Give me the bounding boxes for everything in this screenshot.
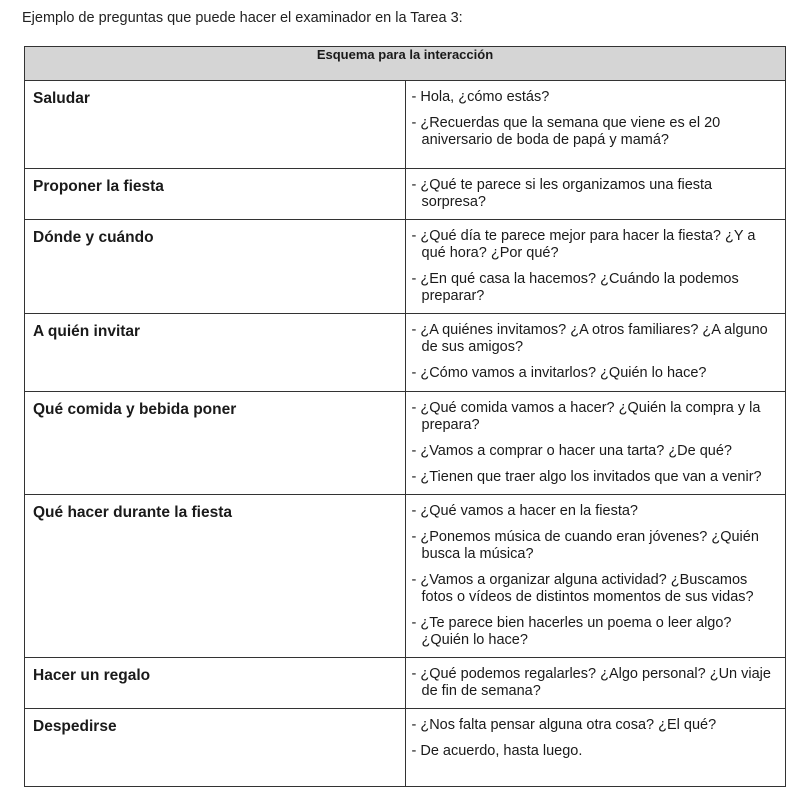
- question-item: - ¿Tienen que traer algo los invitados que van a venir?: [411, 469, 762, 485]
- question-item: - ¿Te parece bien hacerles un poema o leer algo? ¿Quién lo hace?: [411, 615, 732, 648]
- table-row-donde-cuando: [25, 220, 786, 314]
- topic-cell: Proponer la fiesta: [25, 169, 406, 220]
- question-item: - ¿Qué vamos a hacer en la fiesta?: [411, 503, 638, 519]
- table-row-a-quien-invitar: [25, 314, 786, 392]
- question-item: - Hola, ¿cómo estás?: [411, 89, 550, 105]
- question-item: - ¿Nos falta pensar alguna otra cosa? ¿El qué?: [411, 717, 717, 733]
- question-item: - De acuerdo, hasta luego.: [411, 743, 583, 759]
- topic-cell: Despedirse: [25, 709, 406, 787]
- topic-cell: Saludar: [25, 81, 406, 169]
- interaction-scheme-table: [24, 46, 786, 787]
- questions-cell: [405, 314, 786, 392]
- question-item: - ¿Qué día te parece mejor para hacer la fiesta? ¿Y a qué hora? ¿Por qué?: [411, 228, 756, 261]
- questions-cell: [405, 392, 786, 495]
- questions-cell: [405, 658, 786, 709]
- topic-cell: Qué comida y bebida poner: [25, 392, 406, 495]
- topic-cell: Dónde y cuándo: [25, 220, 406, 314]
- question-item: - ¿Vamos a organizar alguna actividad? ¿Buscamos fotos o vídeos de distintos momentos de sus vidas?: [411, 572, 754, 605]
- question-item: - ¿Qué te parece si les organizamos una fiesta sorpresa?: [411, 177, 713, 210]
- question-item: - ¿A quiénes invitamos? ¿A otros familiares? ¿A alguno de sus amigos?: [411, 322, 768, 355]
- questions-cell: [405, 709, 786, 787]
- table-row-saludar: [25, 81, 786, 169]
- questions-cell: [405, 81, 786, 169]
- topic-cell: Qué hacer durante la fiesta: [25, 495, 406, 658]
- table-row-comida-bebida: [25, 392, 786, 495]
- table-header: Esquema para la interacción: [25, 47, 786, 81]
- table-row-despedirse: [25, 709, 786, 787]
- question-item: - ¿Cómo vamos a invitarlos? ¿Quién lo hace?: [411, 365, 707, 381]
- questions-cell: [405, 169, 786, 220]
- question-item: - ¿Qué comida vamos a hacer? ¿Quién la compra y la prepara?: [411, 400, 761, 433]
- table-row-regalo: [25, 658, 786, 709]
- question-item: - ¿Ponemos música de cuando eran jóvenes? ¿Quién busca la música?: [411, 529, 759, 562]
- question-item: - ¿Qué podemos regalarles? ¿Algo personal? ¿Un viaje de fin de semana?: [411, 666, 771, 699]
- questions-cell: [405, 220, 786, 314]
- intro-text: Ejemplo de preguntas que puede hacer el examinador en la Tarea 3:: [22, 10, 463, 26]
- topic-cell: A quién invitar: [25, 314, 406, 392]
- question-item: - ¿Vamos a comprar o hacer una tarta? ¿De qué?: [411, 443, 732, 459]
- question-item: - ¿En qué casa la hacemos? ¿Cuándo la podemos preparar?: [411, 271, 739, 304]
- table-row-proponer-fiesta: [25, 169, 786, 220]
- questions-cell: [405, 495, 786, 658]
- topic-cell: Hacer un regalo: [25, 658, 406, 709]
- question-item: - ¿Recuerdas que la semana que viene es el 20 aniversario de boda de papá y mamá?: [411, 115, 721, 148]
- table-row-que-hacer: [25, 495, 786, 658]
